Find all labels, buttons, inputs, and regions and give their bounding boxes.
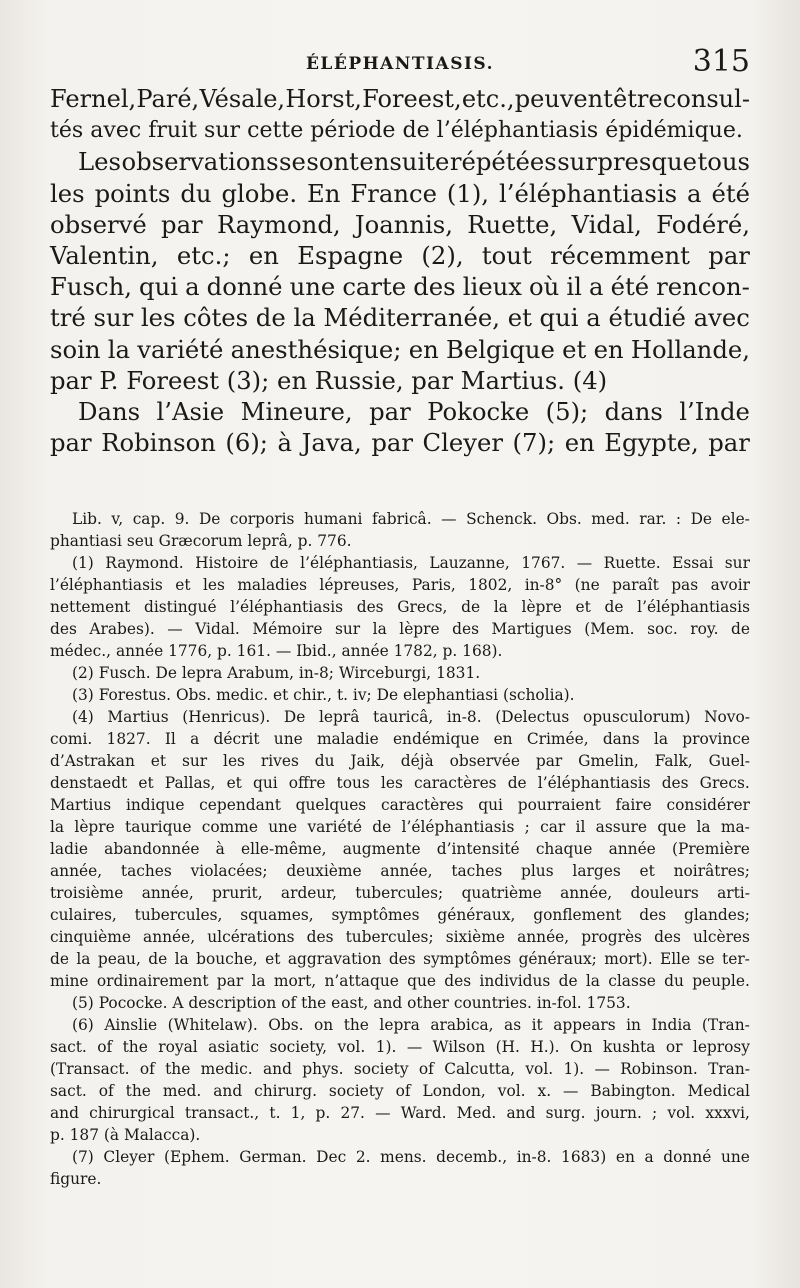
footnote-line: Lib. v, cap. 9. De corporis humani fabricâ. — Schenck. Obs. med. rar. : De ele-	[72, 510, 750, 528]
footnote-line: troisième année, prurit, ardeur, tubercules; quatrième année, douleurs arti-	[50, 884, 750, 902]
body-line: Les observations se sont ensuite répétées sur presque tous	[78, 147, 750, 177]
main-text	[50, 84, 750, 458]
body-line: Dans l’Asie Mineure, par Pokocke (5); dans l’Inde	[78, 396, 750, 426]
footnote-line: l’éléphantiasis et les maladies lépreuses, Paris, 1802, in-8° (ne paraît pas avoir	[50, 576, 750, 594]
body-line: Fusch, qui a donné une carte des lieux où il a été rencon-	[50, 272, 750, 302]
page-number: 315	[692, 44, 750, 79]
footnote-line: mine ordinairement par la mort, n’attaque que des individus de la classe du peuple.	[50, 972, 750, 990]
body-line: tré sur les côtes de la Méditerranée, et qui a étudié avec	[50, 303, 750, 333]
footnote-line: ladie abandonnée à elle-même, augmente d’intensité chaque année (Première	[50, 840, 750, 858]
footnote-line: and chirurgical transact., t. 1, p. 27. — Ward. Med. and surg. journ. ; vol. xxxvi,	[50, 1104, 750, 1122]
body-line: observé par Raymond, Joannis, Ruette, Vidal, Fodéré,	[50, 209, 750, 239]
footnote-line: culaires, tubercules, squames, symptômes généraux, gonflement des glandes;	[50, 906, 750, 924]
footnotes	[50, 508, 750, 1190]
footnote-line: d’Astrakan et sur les rives du Jaik, déjà observée par Gmelin, Falk, Guel-	[50, 752, 750, 770]
footnote-line: (6) Ainslie (Whitelaw). Obs. on the lepra arabica, as it appears in India (Tran-	[72, 1016, 750, 1034]
body-line: les points du globe. En France (1), l’éléphantiasis a été	[50, 178, 750, 208]
footnote-line: des Arabes). — Vidal. Mémoire sur la lèpre des Martigues (Mem. soc. roy. de	[50, 620, 750, 638]
body-line: Valentin, etc.; en Espagne (2), tout récemment par	[50, 240, 750, 270]
footnote-line: denstaedt et Pallas, et qui offre tous les caractères de l’éléphantiasis des Grecs.	[50, 774, 750, 792]
footnote-line: (3) Forestus. Obs. medic. et chir., t. iv; De elephantiasi (scholia).	[72, 686, 575, 704]
body-line: Fernel, Paré, Vésale, Horst, Foreest, etc., peuvent être consul-	[50, 85, 750, 113]
footnote-line: figure.	[50, 1170, 102, 1188]
footnote-line: (Transact. of the medic. and phys. society of Calcutta, vol. 1). — Robinson. Tran-	[50, 1060, 750, 1078]
body-line: par Robinson (6); à Java, par Cleyer (7); en Egypte, par	[50, 428, 750, 458]
body-line: par P. Foreest (3); en Russie, par Martius. (4)	[50, 365, 608, 395]
body-line: soin la variété anesthésique; en Belgique et en Hollande,	[50, 334, 750, 364]
body-line: tés avec fruit sur cette période de l’éléphantiasis épidémique.	[50, 118, 743, 144]
footnote-line: (5) Pococke. A description of the east, and other countries. in-fol. 1753.	[72, 994, 631, 1012]
footnote-line: (4) Martius (Henricus). De leprâ tauricâ, in-8. (Delectus opusculorum) Novo-	[72, 708, 750, 726]
footnote-line: (1) Raymond. Histoire de l’éléphantiasis, Lauzanne, 1767. — Ruette. Essai sur	[72, 554, 750, 572]
footnote-line: p. 187 (à Malacca).	[50, 1126, 201, 1144]
running-title: ÉLÉPHANTIASIS.	[305, 54, 495, 74]
page-header	[50, 46, 750, 86]
footnote-line: nettement distingué l’éléphantiasis des Grecs, de la lèpre et de l’éléphantiasis	[50, 598, 750, 616]
footnote-line: la lèpre taurique comme une variété de l’éléphantiasis ; car il assure que la ma-	[50, 818, 750, 836]
footnote-line: phantiasi seu Græcorum leprâ, p. 776.	[50, 532, 352, 550]
footnote-line: comi. 1827. Il a décrit une maladie endémique en Crimée, dans la province	[50, 730, 750, 748]
footnote-line: (2) Fusch. De lepra Arabum, in-8; Wirceburgi, 1831.	[72, 664, 481, 682]
footnote-line: (7) Cleyer (Ephem. German. Dec 2. mens. decemb., in-8. 1683) en a donné une	[72, 1148, 750, 1166]
footnote-line: année, taches violacées; deuxième année, taches plus larges et noirâtres;	[50, 862, 750, 880]
footnote-line: médec., année 1776, p. 161. — Ibid., année 1782, p. 168).	[50, 642, 503, 660]
footnote-line: sact. of the royal asiatic society, vol. 1). — Wilson (H. H.). On kushta or leprosy	[50, 1038, 750, 1056]
footnote-line: de la peau, de la bouche, et aggravation des symptômes généraux; mort). Elle se ter-	[50, 950, 750, 968]
footnote-line: sact. of the med. and chirurg. society of London, vol. x. — Babington. Medical	[50, 1082, 750, 1100]
footnote-line: Martius indique cependant quelques caractères qui pourraient faire considérer	[50, 796, 750, 814]
footnote-line: cinquième année, ulcérations des tubercules; sixième année, progrès des ulcères	[50, 928, 750, 946]
